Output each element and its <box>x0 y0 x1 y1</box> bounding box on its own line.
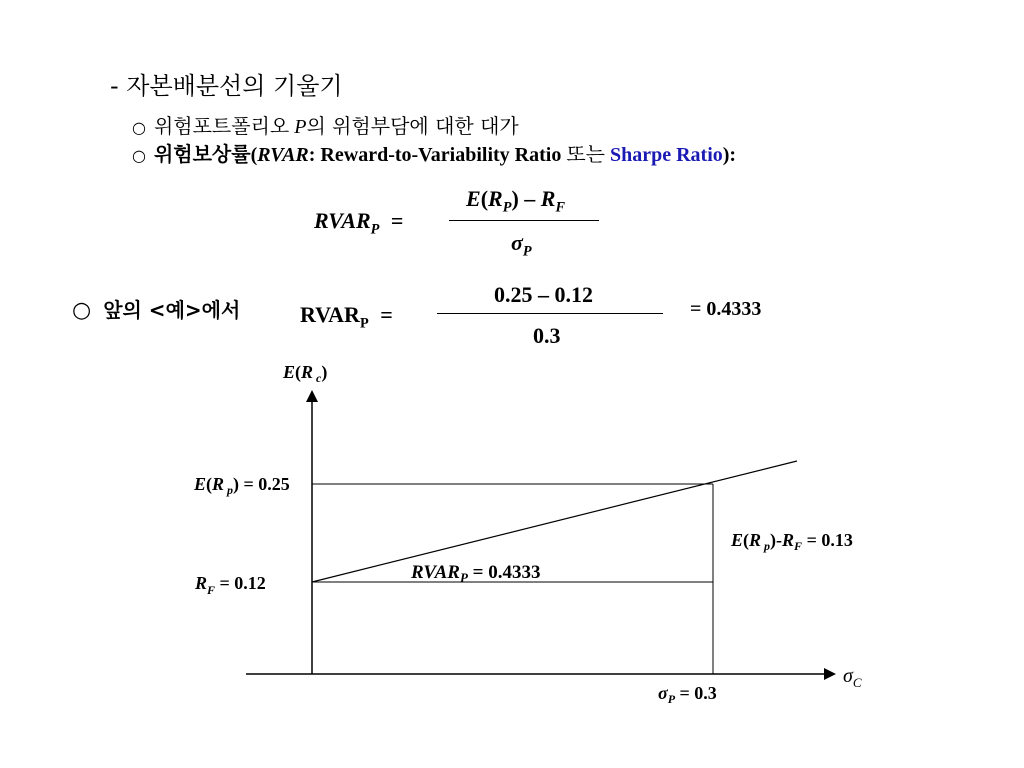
bullet2-or: 또는 <box>566 142 605 166</box>
x-axis-label <box>843 665 862 690</box>
bullet2-english-term: : Reward-to-Variability Ratio <box>308 144 562 166</box>
formula1-num-open: ( <box>480 186 489 211</box>
rf-label-r: R <box>195 573 208 593</box>
formula1-num-rf-sub: F <box>555 199 565 216</box>
y-axis-label <box>282 362 327 385</box>
example-denominator: 0.3 <box>533 323 561 348</box>
formula1-num-r-sub: P <box>502 199 512 216</box>
x-axis-label-sigma: σ <box>843 665 853 687</box>
y-axis-label-e: E <box>283 362 296 382</box>
example-lhs-sub: P <box>359 315 369 332</box>
x-axis-label-sub: C <box>852 675 862 690</box>
sigma-p-label <box>658 683 717 706</box>
formula1-lhs-rvar: RVAR <box>314 208 371 233</box>
bullet1-portfolio-p: P <box>294 116 307 138</box>
rf-label-value: = 0.12 <box>215 573 266 593</box>
slope-label <box>410 562 540 585</box>
slope-label-sub: P <box>459 570 468 585</box>
example-label-text: 앞의 <예>에서 <box>103 298 241 322</box>
formula1-num-rf: R <box>540 186 556 211</box>
erp-label-open: ( <box>206 474 213 494</box>
premium-label-open: ( <box>743 530 750 550</box>
formula1-lhs-sub: P <box>370 221 380 238</box>
erp-label-value: ) = 0.25 <box>233 474 290 494</box>
erp-label-sub: p <box>227 483 234 497</box>
formula1-num-close: ) <box>511 186 519 211</box>
slope-label-rvar: RVAR <box>411 562 460 583</box>
premium-label-rf: R <box>782 530 795 550</box>
y-axis-label-r: R <box>301 362 314 382</box>
bullet2-korean-term: 위험보상률 <box>153 142 251 166</box>
bullet1-text-pre: 위험포트폴리오 <box>153 114 290 138</box>
example-result: = 0.4333 <box>690 298 762 320</box>
formula1-den-sigma: σ <box>511 230 523 255</box>
erp-label-e: E <box>194 474 207 494</box>
bullet2-sharpe-ratio: Sharpe Ratio <box>609 144 723 166</box>
bullet2-open-paren: ( <box>250 144 258 166</box>
bullet2-rvar: RVAR <box>257 144 309 166</box>
risk-premium-label <box>730 530 853 553</box>
sigma-label-value: = 0.3 <box>675 683 717 703</box>
bullet2-close: ): <box>722 144 737 166</box>
formula1-den-sub: P <box>522 243 532 260</box>
rf-label-sub: F <box>207 583 216 597</box>
erp-label <box>193 474 290 497</box>
sigma-label-sigma: σ <box>658 683 668 703</box>
example-equals: = <box>380 302 393 327</box>
premium-label-r: R <box>749 530 762 550</box>
bullet1-text-post: 의 위험부담에 대한 대가 <box>306 114 519 138</box>
slope-label-value: = 0.4333 <box>467 562 541 583</box>
y-axis-label-open: ( <box>295 362 302 382</box>
formula1-num-r: R <box>488 186 503 211</box>
rf-label <box>194 573 266 597</box>
example-lhs-rvar: RVAR <box>300 302 360 327</box>
premium-label-rf-sub: F <box>794 539 803 553</box>
formula1-equals: = <box>390 208 404 233</box>
sigma-label-sub: P <box>667 692 676 706</box>
capital-allocation-line <box>312 461 797 582</box>
y-axis-label-sub: c <box>316 371 322 385</box>
y-axis-label-close: ) <box>321 362 328 382</box>
section-heading: - 자본배분선의 기울기 <box>110 72 343 100</box>
premium-label-value: = 0.13 <box>802 530 853 550</box>
formula1-num-e: E <box>466 186 481 211</box>
bullet-circle-icon: ○ <box>132 146 146 165</box>
premium-label-sub: p <box>764 539 771 553</box>
premium-label-e: E <box>731 530 744 550</box>
erp-label-r: R <box>212 474 225 494</box>
example-numerator: 0.25 – 0.12 <box>494 282 593 307</box>
bullet-circle-icon: ○ <box>132 118 146 137</box>
premium-label-mid: )- <box>770 530 783 550</box>
formula1-num-minus: – <box>518 186 541 211</box>
example-bullet-circle-icon: ○ <box>72 298 92 323</box>
